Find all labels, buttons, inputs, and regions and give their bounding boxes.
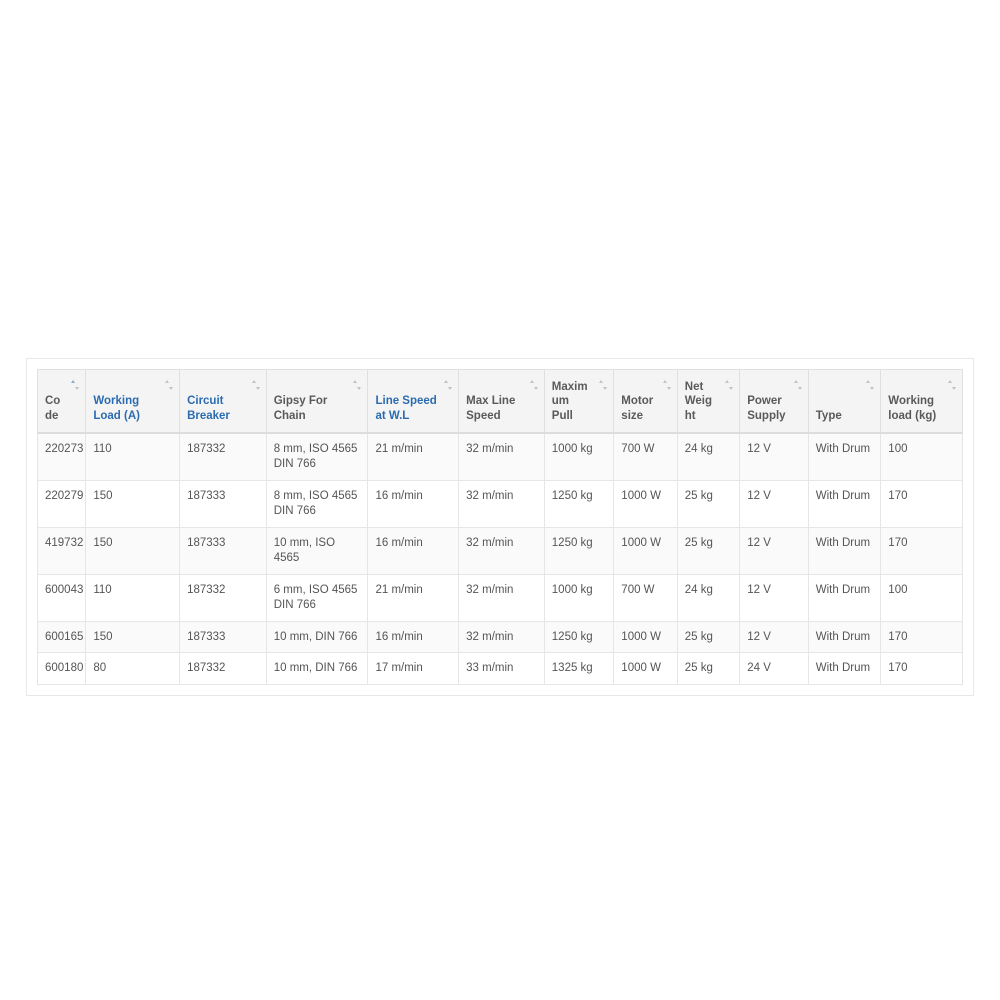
column-header-label: Type (815, 409, 842, 422)
cell-max-line-speed: 33 m/min (459, 653, 545, 685)
cell-line-speed-at-wl: 21 m/min (368, 433, 459, 480)
cell-code: 600043 (38, 574, 86, 621)
sort-icon[interactable] (529, 379, 539, 391)
column-header-motor-size[interactable] (614, 370, 677, 434)
column-header-net-weight[interactable] (677, 370, 739, 434)
table-row[interactable] (38, 653, 963, 685)
cell-power-supply: 12 V (740, 574, 809, 621)
cell-code: 600165 (38, 621, 86, 653)
cell-max-line-speed: 32 m/min (459, 527, 545, 574)
cell-maximum-pull: 1000 kg (544, 574, 614, 621)
cell-working-load-a: 150 (86, 527, 180, 574)
column-header-line-speed-at-wl[interactable] (368, 370, 459, 434)
cell-circuit-breaker: 187333 (180, 480, 267, 527)
column-header-type[interactable] (808, 370, 881, 434)
table-row[interactable] (38, 621, 963, 653)
cell-net-weight: 24 kg (677, 574, 739, 621)
cell-type: With Drum (808, 527, 881, 574)
column-header-label: Gipsy For Chain (273, 395, 328, 422)
cell-working-load-kg: 100 (881, 433, 963, 480)
cell-working-load-a: 110 (86, 574, 180, 621)
cell-type: With Drum (808, 574, 881, 621)
cell-line-speed-at-wl: 16 m/min (368, 480, 459, 527)
cell-motor-size: 1000 W (614, 653, 677, 685)
cell-working-load-a: 110 (86, 433, 180, 480)
cell-circuit-breaker: 187332 (180, 653, 267, 685)
cell-working-load-a: 80 (86, 653, 180, 685)
cell-power-supply: 12 V (740, 621, 809, 653)
column-header-code[interactable] (38, 370, 86, 434)
cell-max-line-speed: 32 m/min (459, 574, 545, 621)
cell-working-load-a: 150 (86, 480, 180, 527)
cell-circuit-breaker: 187333 (180, 527, 267, 574)
sort-icon[interactable] (352, 379, 362, 391)
column-header-working-load-kg[interactable] (881, 370, 963, 434)
cell-maximum-pull: 1250 kg (544, 527, 614, 574)
cell-code: 419732 (38, 527, 86, 574)
sort-icon[interactable] (70, 379, 80, 391)
column-header-label: Motor size (621, 395, 654, 422)
column-header-circuit-breaker[interactable] (180, 370, 267, 434)
column-header-label: Max Line Speed (466, 395, 516, 422)
table-header-row (38, 370, 963, 434)
cell-gipsy-for-chain: 10 mm, ISO 4565 (266, 527, 368, 574)
cell-net-weight: 25 kg (677, 527, 739, 574)
cell-type: With Drum (808, 433, 881, 480)
cell-working-load-a: 150 (86, 621, 180, 653)
column-header-working-load-a[interactable] (86, 370, 180, 434)
cell-net-weight: 25 kg (677, 653, 739, 685)
cell-motor-size: 1000 W (614, 621, 677, 653)
cell-max-line-speed: 32 m/min (459, 480, 545, 527)
sort-icon[interactable] (865, 379, 875, 391)
column-header-label: Line Speed at W.L (375, 395, 437, 422)
sort-icon[interactable] (251, 379, 261, 391)
cell-power-supply: 12 V (740, 480, 809, 527)
table-row[interactable] (38, 527, 963, 574)
cell-motor-size: 1000 W (614, 480, 677, 527)
table-body (38, 433, 963, 685)
table-row[interactable] (38, 574, 963, 621)
cell-gipsy-for-chain: 8 mm, ISO 4565 DIN 766 (266, 433, 368, 480)
cell-type: With Drum (808, 480, 881, 527)
cell-code: 600180 (38, 653, 86, 685)
cell-working-load-kg: 170 (881, 527, 963, 574)
sort-icon[interactable] (443, 379, 453, 391)
cell-line-speed-at-wl: 21 m/min (368, 574, 459, 621)
cell-gipsy-for-chain: 10 mm, DIN 766 (266, 621, 368, 653)
column-header-maximum-pull[interactable] (544, 370, 614, 434)
sort-icon[interactable] (724, 379, 734, 391)
cell-working-load-kg: 100 (881, 574, 963, 621)
cell-line-speed-at-wl: 16 m/min (368, 527, 459, 574)
column-header-label: Code (45, 395, 61, 422)
cell-circuit-breaker: 187332 (180, 433, 267, 480)
cell-motor-size: 1000 W (614, 527, 677, 574)
column-header-label: Working load (kg) (888, 395, 937, 422)
cell-power-supply: 24 V (740, 653, 809, 685)
table-row[interactable] (38, 480, 963, 527)
cell-power-supply: 12 V (740, 527, 809, 574)
table-header (38, 370, 963, 434)
cell-power-supply: 12 V (740, 433, 809, 480)
cell-line-speed-at-wl: 16 m/min (368, 621, 459, 653)
sort-icon[interactable] (164, 379, 174, 391)
cell-working-load-kg: 170 (881, 480, 963, 527)
cell-working-load-kg: 170 (881, 653, 963, 685)
cell-circuit-breaker: 187333 (180, 621, 267, 653)
cell-type: With Drum (808, 621, 881, 653)
cell-net-weight: 25 kg (677, 621, 739, 653)
table-row[interactable] (38, 433, 963, 480)
sort-icon[interactable] (793, 379, 803, 391)
cell-motor-size: 700 W (614, 574, 677, 621)
cell-circuit-breaker: 187332 (180, 574, 267, 621)
cell-net-weight: 25 kg (677, 480, 739, 527)
cell-maximum-pull: 1250 kg (544, 480, 614, 527)
cell-max-line-speed: 32 m/min (459, 621, 545, 653)
column-header-label: Maximum Pull (551, 380, 588, 422)
cell-gipsy-for-chain: 10 mm, DIN 766 (266, 653, 368, 685)
cell-code: 220273 (38, 433, 86, 480)
cell-line-speed-at-wl: 17 m/min (368, 653, 459, 685)
sort-icon[interactable] (662, 379, 672, 391)
cell-type: With Drum (808, 653, 881, 685)
column-header-label: Working Load (A) (93, 395, 140, 422)
cell-code: 220279 (38, 480, 86, 527)
cell-net-weight: 24 kg (677, 433, 739, 480)
specification-table (37, 369, 963, 685)
column-header-label: Circuit Breaker (187, 395, 230, 422)
cell-maximum-pull: 1325 kg (544, 653, 614, 685)
sort-icon[interactable] (947, 379, 957, 391)
cell-maximum-pull: 1250 kg (544, 621, 614, 653)
sort-icon[interactable] (598, 379, 608, 391)
column-header-label: Power Supply (747, 395, 786, 422)
column-header-label: Net Weight (684, 380, 713, 422)
column-header-max-line-speed[interactable] (459, 370, 545, 434)
column-header-power-supply[interactable] (740, 370, 809, 434)
column-header-gipsy-for-chain[interactable] (266, 370, 368, 434)
cell-max-line-speed: 32 m/min (459, 433, 545, 480)
cell-motor-size: 700 W (614, 433, 677, 480)
cell-working-load-kg: 170 (881, 621, 963, 653)
cell-maximum-pull: 1000 kg (544, 433, 614, 480)
cell-gipsy-for-chain: 8 mm, ISO 4565 DIN 766 (266, 480, 368, 527)
cell-gipsy-for-chain: 6 mm, ISO 4565 DIN 766 (266, 574, 368, 621)
specification-table-container (26, 358, 974, 696)
